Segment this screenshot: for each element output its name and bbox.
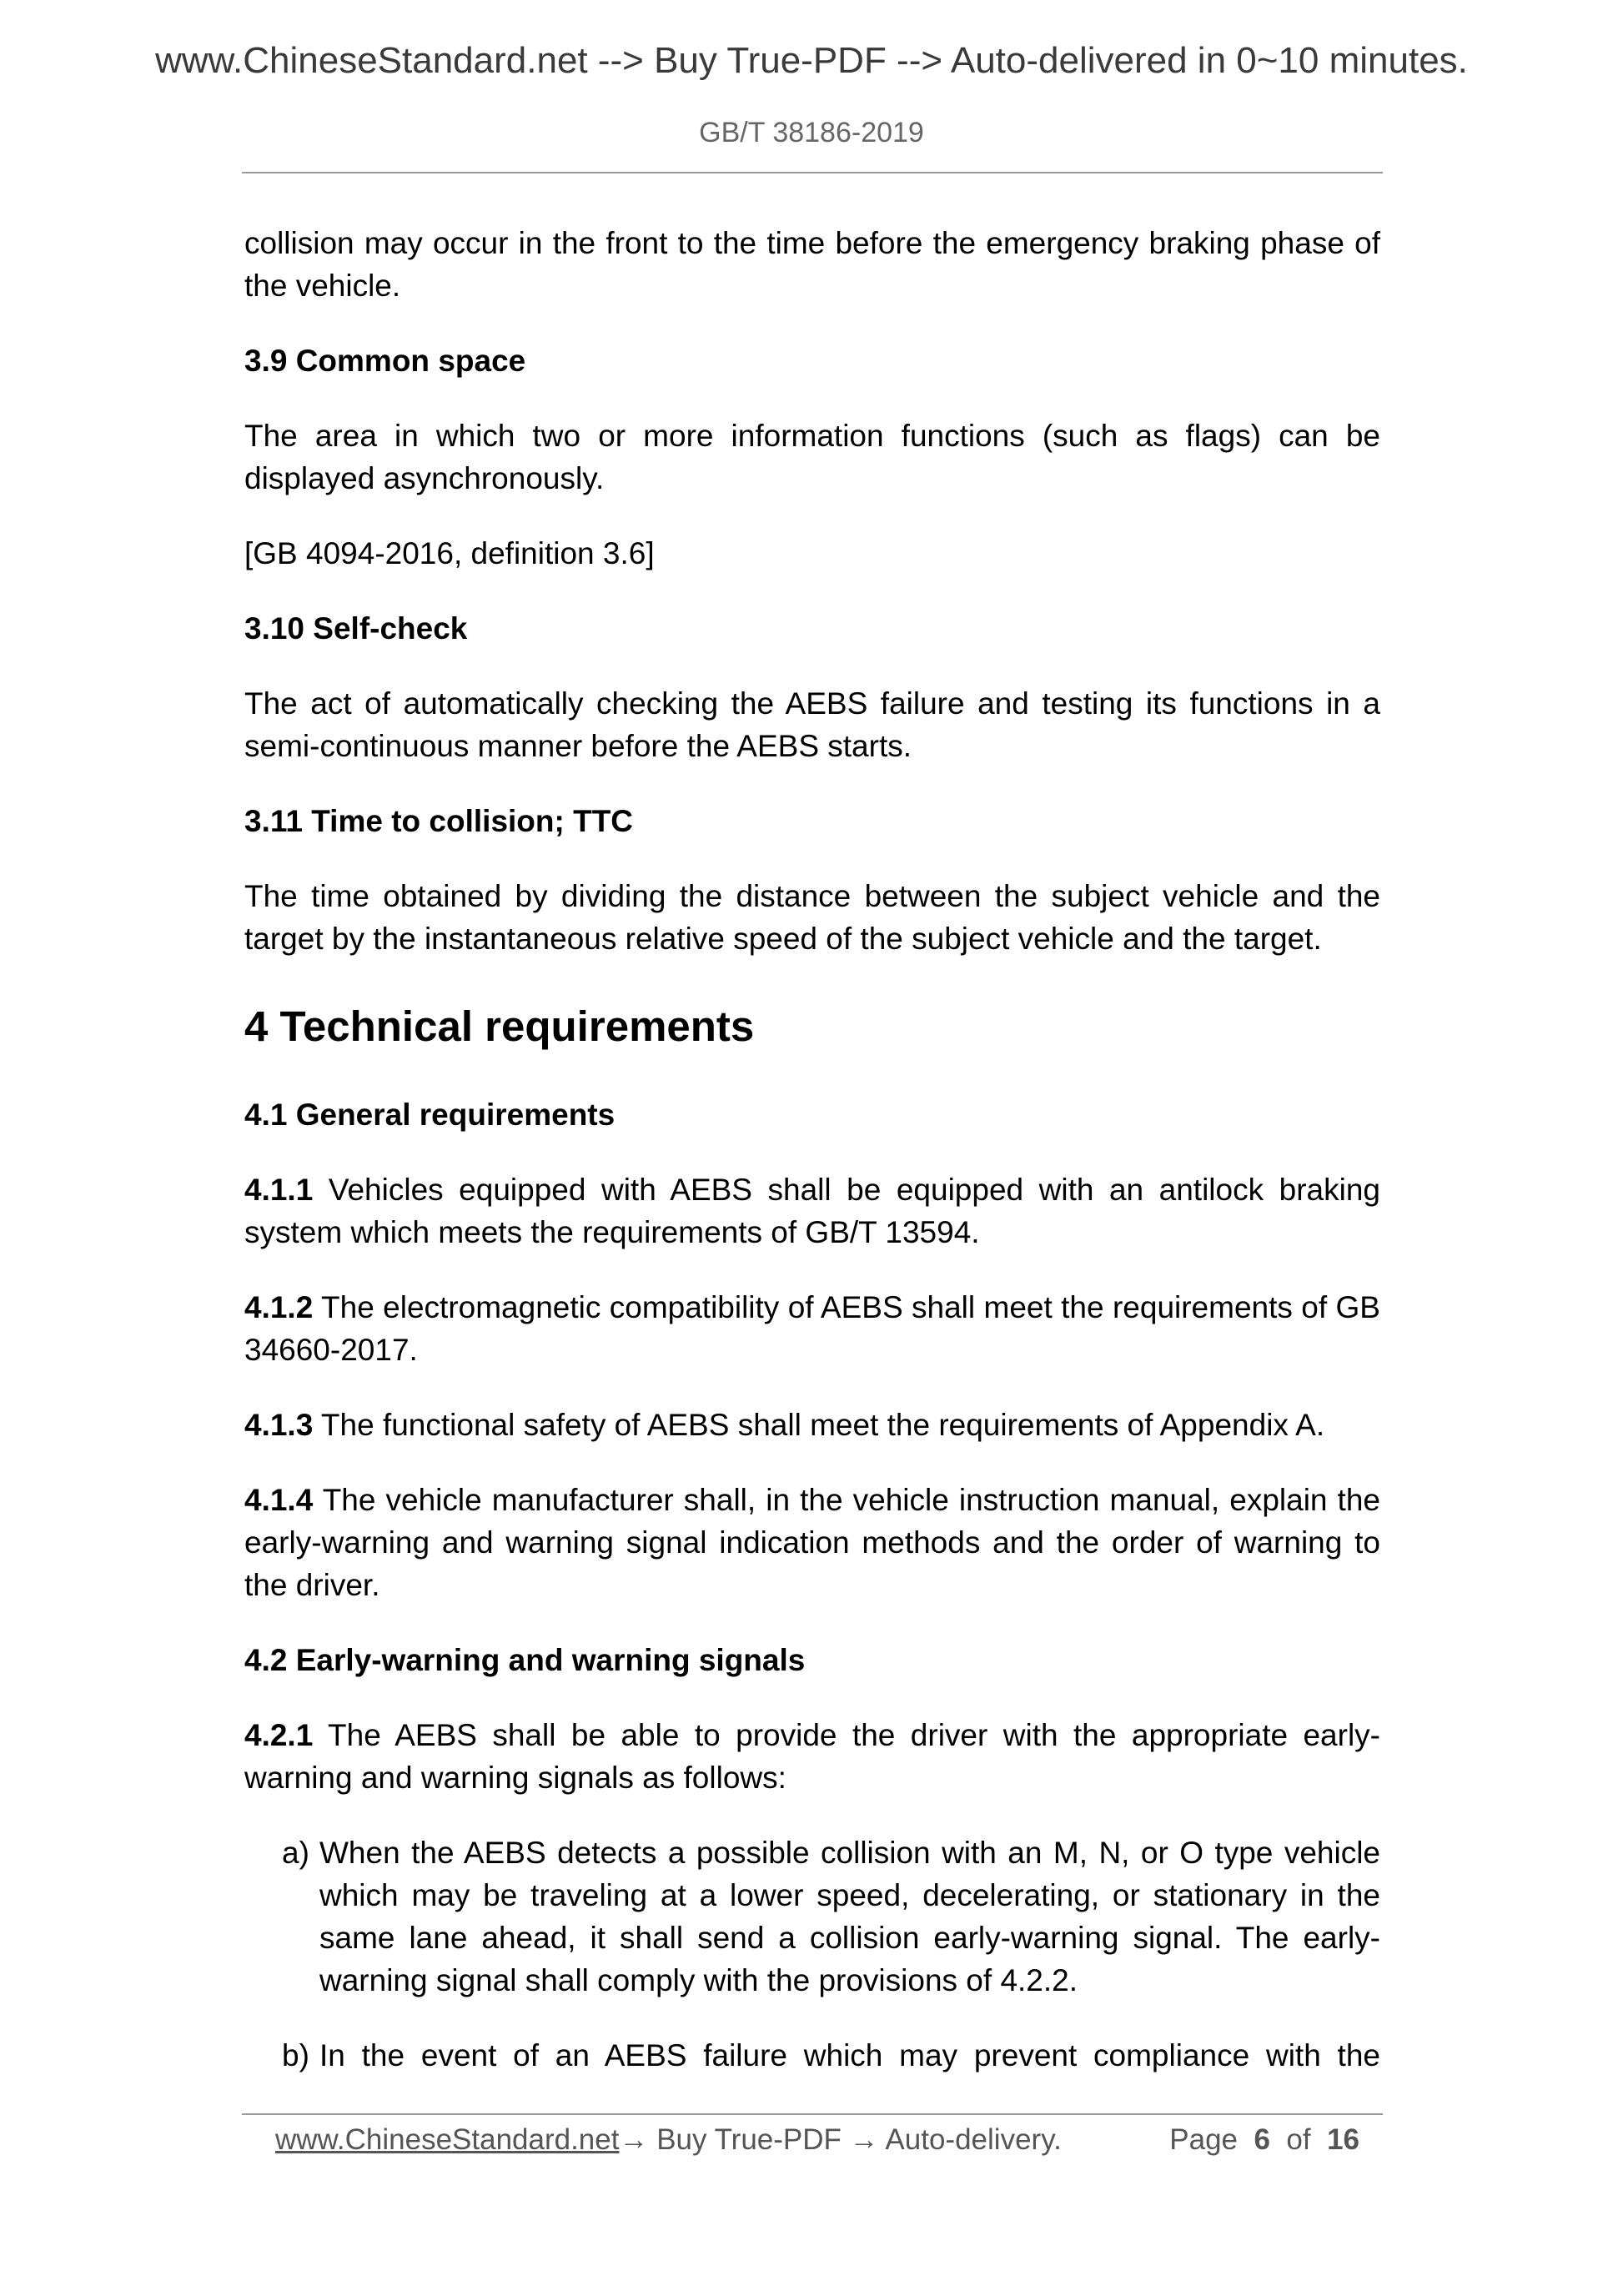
heading-4-2: 4.2 Early-warning and warning signals xyxy=(244,1643,806,1677)
page-label: Page xyxy=(1169,2123,1239,2156)
document-code: GB/T 38186-2019 xyxy=(699,117,924,148)
footer-website-link[interactable]: www.ChineseStandard.net xyxy=(275,2123,620,2156)
clause-text: The vehicle manufacturer shall, in the vehicle instruction manual, explain the early-warning and warning signal indication methods and the order of warning to the driver. xyxy=(244,1483,1380,1602)
list-text: In the event of an AEBS failure which may prevent compliance with the xyxy=(319,2038,1380,2072)
heading-3-11: 3.11 Time to collision; TTC xyxy=(244,804,634,838)
list-item xyxy=(244,1831,1380,2002)
clause-text: The AEBS shall be able to provide the driver with the appropriate early-warning and warning signals as follows: xyxy=(244,1718,1380,1795)
reference-3-9: [GB 4094-2016, definition 3.6] xyxy=(244,536,655,570)
heading-3-10: 3.10 Self-check xyxy=(244,611,468,646)
clause-4-1-2 xyxy=(244,1286,1380,1371)
footer-text: → Buy True-PDF → Auto-delivery. xyxy=(619,2123,1062,2156)
of-label: of xyxy=(1286,2123,1311,2156)
continuation-paragraph: collision may occur in the front to the time before the emergency braking phase of the vehicle. xyxy=(244,226,1380,303)
list-marker: b) xyxy=(282,2038,309,2072)
clause-text: Vehicles equipped with AEBS shall be equipped with an antilock braking system which meets the requirements of GB/T 13594. xyxy=(244,1173,1380,1249)
clause-4-2-1 xyxy=(244,1714,1380,1799)
clause-4-1-3 xyxy=(244,1404,1380,1446)
clause-number: 4.1.4 xyxy=(244,1483,314,1517)
current-page: 6 xyxy=(1254,2123,1270,2156)
heading-4: 4 Technical requirements xyxy=(244,1002,755,1050)
clause-number: 4.1.1 xyxy=(244,1173,314,1207)
clause-text: The functional safety of AEBS shall meet the requirements of Appendix A. xyxy=(313,1408,1325,1442)
heading-3-9: 3.9 Common space xyxy=(244,344,526,378)
clause-text: The electromagnetic compatibility of AEBS shall meet the requirements of GB 34660-2017. xyxy=(244,1290,1380,1367)
total-pages: 16 xyxy=(1327,2123,1359,2156)
clause-number: 4.1.2 xyxy=(244,1290,314,1324)
top-banner: www.ChineseStandard.net --> Buy True-PDF --> Auto-delivered in 0~10 minutes. xyxy=(155,40,1468,81)
heading-4-1: 4.1 General requirements xyxy=(244,1098,616,1132)
list-item xyxy=(244,2034,1380,2077)
list-marker: a) xyxy=(282,1836,309,1870)
definition-3-9: The area in which two or more information functions (such as flags) can be displayed asynchronously. xyxy=(244,419,1380,495)
clause-4-1-1 xyxy=(244,1168,1380,1254)
page-content xyxy=(244,222,1380,2077)
page-indicator xyxy=(1169,2123,1359,2157)
definition-3-10: The act of automatically checking the AEBS failure and testing its functions in a semi-continuous manner before the AEBS starts. xyxy=(244,686,1380,763)
list-text: When the AEBS detects a possible collision with an M, N, or O type vehicle which may be traveling at a lower speed, decelerating, or stationary in the same lane ahead, it shall send a collision early-warning signal. The early-warning signal shall comply with the provisions of 4.2.2. xyxy=(319,1836,1380,1997)
clause-number: 4.2.1 xyxy=(244,1718,314,1752)
header-divider xyxy=(242,172,1383,173)
page-footer xyxy=(275,2123,1359,2157)
definition-3-11: The time obtained by dividing the distance between the subject vehicle and the target by the instantaneous relative speed of the subject vehicle and the target. xyxy=(244,879,1380,956)
clause-number: 4.1.3 xyxy=(244,1408,314,1442)
footer-divider xyxy=(242,2113,1383,2115)
clause-4-1-4 xyxy=(244,1479,1380,1606)
